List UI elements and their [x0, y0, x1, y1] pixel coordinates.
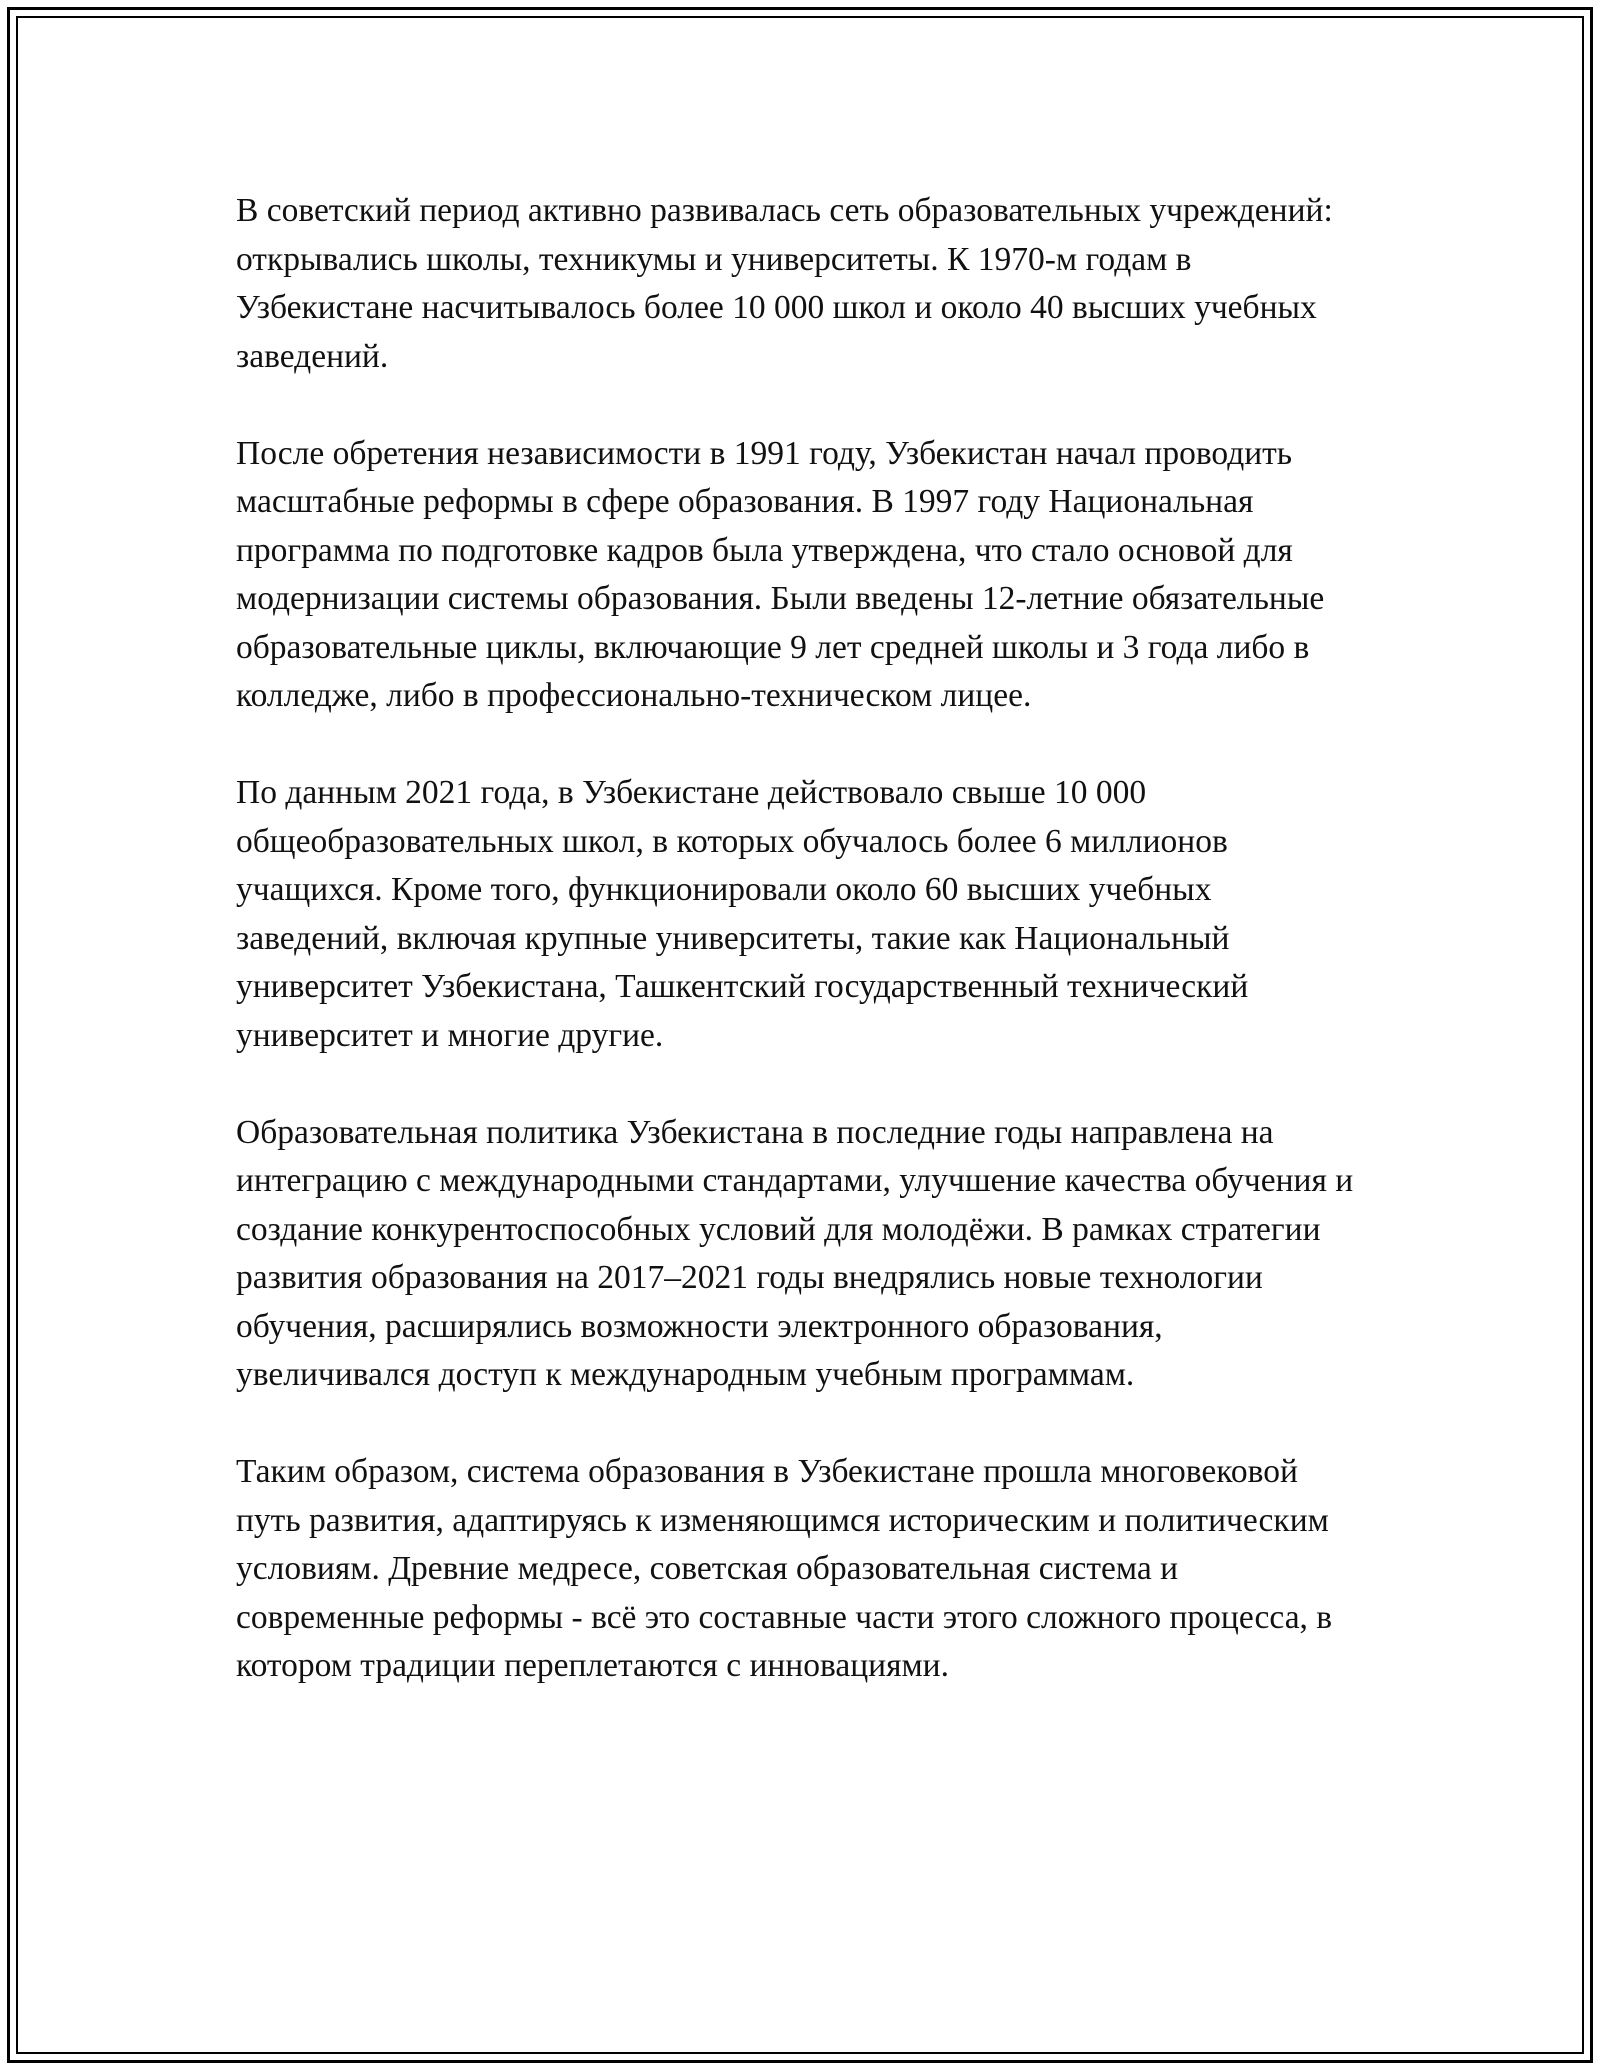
paragraph-conclusion: Таким образом, система образования в Узбекистане прошла многовековой путь развития, адаптируясь к изменяющимся историческим и политическим условиям. Древние медресе, советская образовательная система и современные реформы - всё это составные части этого сложного процесса, в котором традиции переплетаются с инновациями.	[236, 1453, 1333, 1684]
document-body	[236, 187, 1356, 1691]
paragraph-independence-reforms: После обретения независимости в 1991 году, Узбекистан начал проводить масштабные реформы в сфере образования. В 1997 году Национальная программа по подготовке кадров была утверждена, что стало основой для модернизации системы образования. Были введены 12-летние обязательные образовательные циклы, включающие 9 лет средней школы и 3 года либо в колледже, либо в профессионально-техническом лицее.	[236, 434, 1325, 714]
paragraph-2021-statistics: По данным 2021 года, в Узбекистане действовало свыше 10 000 общеобразовательных школ, в которых обучалось более 6 миллионов учащихся. Кроме того, функционировали около 60 высших учебных заведений, включая крупные университеты, такие как Национальный университет Узбекистана, Ташкентский государственный технический университет и многие другие.	[236, 774, 1249, 1054]
paragraph-soviet-period: В советский период активно развивалась сеть образовательных учреждений: открывались школы, техникумы и университеты. К 1970-м годам в Узбекистане насчитывалось более 10 000 школ и около 40 высших учебных заведений.	[236, 192, 1333, 375]
paragraph-education-policy: Образовательная политика Узбекистана в последние годы направлена на интеграцию с международными стандартами, улучшение качества обучения и создание конкурентоспособных условий для молодёжи. В рамках стратегии развития образования на 2017–2021 годы внедрялись новые технологии обучения, расширялись возможности электронного образования, увеличивался доступ к международным учебным программам.	[236, 1113, 1354, 1393]
